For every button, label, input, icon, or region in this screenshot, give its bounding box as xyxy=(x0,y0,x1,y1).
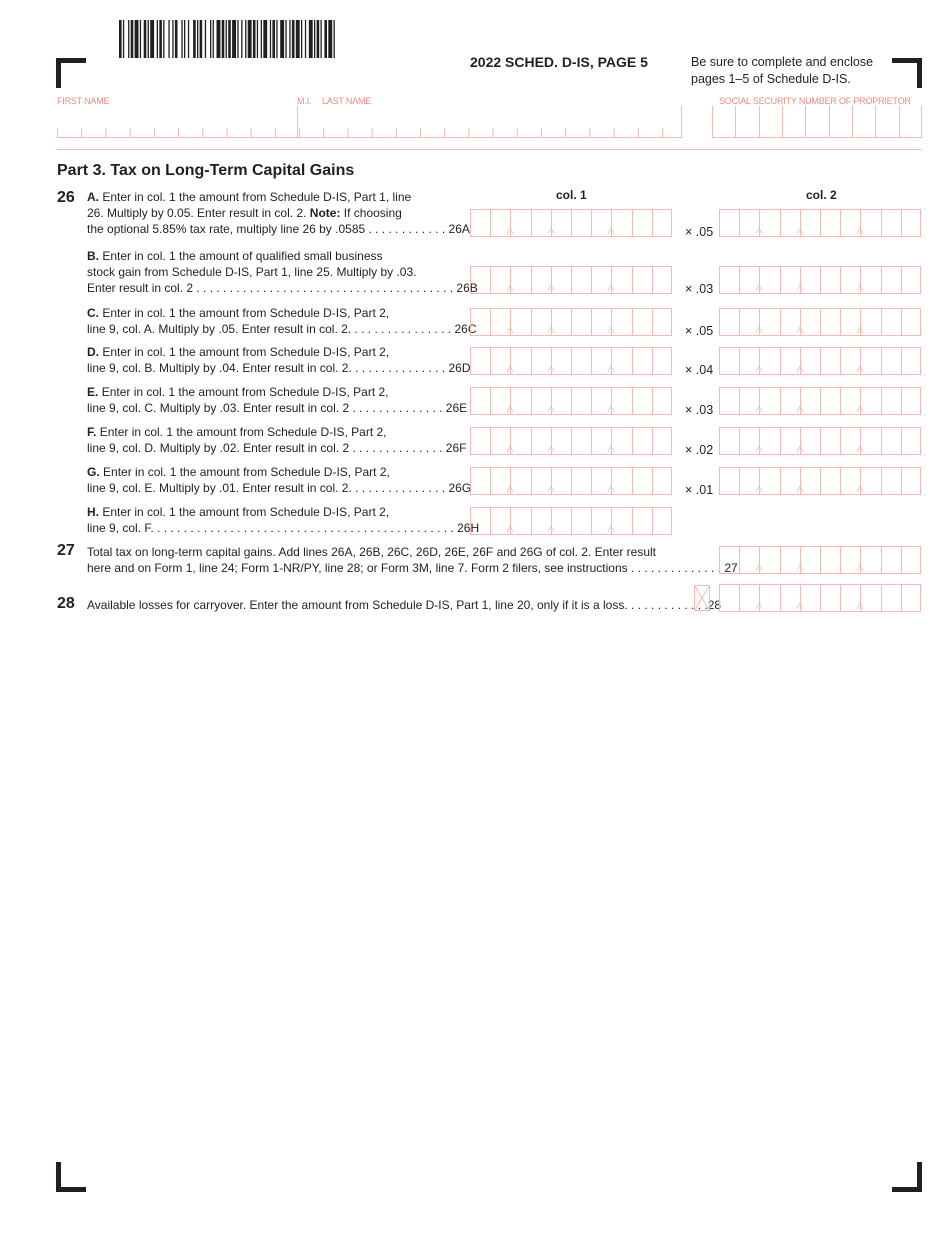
amount-26f-col1[interactable] xyxy=(470,427,672,455)
corner-mark-top-left xyxy=(56,58,86,88)
line-26g-text xyxy=(87,464,471,496)
line-26g-line-1: Enter in col. 1 the amount from Schedule D-IS, Part 2, xyxy=(103,465,390,479)
amount-26d-col1[interactable] xyxy=(470,347,672,375)
amount-26a-col1[interactable] xyxy=(470,209,672,237)
line-26d-line-1: Enter in col. 1 the amount from Schedule D-IS, Part 2, xyxy=(102,345,390,359)
enclose-note xyxy=(691,54,891,88)
mi-label: M.I. xyxy=(297,96,312,106)
line-26h-line-1: Enter in col. 1 the amount from Schedule D-IS, Part 2, xyxy=(102,505,390,519)
line-26a-line-2: 26. Multiply by 0.05. Enter result in col. 2. xyxy=(87,206,310,220)
line-26b-line-2: stock gain from Schedule D-IS, Part 1, line 25. Multiply by .03. xyxy=(87,265,417,279)
line-26e-line-1: Enter in col. 1 the amount from Schedule D-IS, Part 2, xyxy=(101,385,389,399)
line-28-text: Available losses for carryover. Enter the amount from Schedule D-IS, Part 1, line 20, only if it is a loss. . . . . . . . . . . . .28 xyxy=(87,598,722,612)
part-title: Part 3. Tax on Long-Term Capital Gains xyxy=(57,162,355,179)
amount-26h-col1[interactable] xyxy=(470,507,672,535)
corner-mark-bottom-right xyxy=(892,1162,922,1192)
line-26a-multiplier: × .05 xyxy=(685,225,714,239)
line-26-number: 26 xyxy=(57,189,75,206)
barcode xyxy=(119,20,415,58)
amount-26g-col1[interactable] xyxy=(470,467,672,495)
line-26e-letter: E. xyxy=(87,385,99,399)
line-27-line-1: Total tax on long-term capital gains. Add lines 26A, 26B, 26C, 26D, 26E, 26F and 26G of col. 2. Enter result xyxy=(87,545,656,559)
line-26d-text xyxy=(87,344,470,376)
line-26c-letter: C. xyxy=(87,306,99,320)
corner-mark-bottom-left xyxy=(56,1162,86,1192)
line-27-number: 27 xyxy=(57,542,75,559)
line-26c-line-2: line 9, col. A. Multiply by .05. Enter result in col. 2. . . . . . . . . . . . . . . . 26C xyxy=(87,322,477,336)
name-field[interactable] xyxy=(57,106,682,138)
line-26h-letter: H. xyxy=(87,505,99,519)
amount-26c-col2[interactable] xyxy=(719,308,921,336)
line-26g-line-2: line 9, col. E. Multiply by .01. Enter result in col. 2. . . . . . . . . . . . . . . 26G xyxy=(87,481,472,495)
line-26a-line-1: Enter in col. 1 the amount from Schedule D-IS, Part 1, line xyxy=(102,190,412,204)
line-26g-letter: G. xyxy=(87,465,100,479)
line-26f-line-1: Enter in col. 1 the amount from Schedule D-IS, Part 2, xyxy=(99,425,387,439)
amount-26f-col2[interactable] xyxy=(719,427,921,455)
line-26e-multiplier: × .03 xyxy=(685,403,714,417)
line-26a-line-3: the optional 5.85% tax rate, multiply line 26 by .0585 . . . . . . . . . . . . 26A xyxy=(87,222,470,236)
line-26f-text xyxy=(87,424,466,456)
amount-26e-col2[interactable] xyxy=(719,387,921,415)
ssn-field[interactable] xyxy=(712,106,922,138)
col1-header: col. 1 xyxy=(556,188,587,202)
line-26c-line-1: Enter in col. 1 the amount from Schedule D-IS, Part 2, xyxy=(102,306,390,320)
line-26d-multiplier: × .04 xyxy=(685,363,714,377)
line-26a-line-2-end: If choosing xyxy=(340,206,402,220)
amount-26b-col2[interactable] xyxy=(719,266,921,294)
line-27-line-2: here and on Form 1, line 24; Form 1-NR/PY, line 28; or Form 3M, line 7. Form 2 filers, see instructions . . . . . . . . . . . . . . 27 xyxy=(87,561,738,575)
col2-header: col. 2 xyxy=(806,188,837,202)
header-divider xyxy=(57,149,921,150)
line-26a-note: Note: xyxy=(309,206,341,220)
line-28-number: 28 xyxy=(57,595,75,612)
line-26c-multiplier: × .05 xyxy=(685,324,714,338)
line-26e-line-2: line 9, col. C. Multiply by .03. Enter result in col. 2 . . . . . . . . . . . . . . 26E xyxy=(87,401,468,415)
enclose-note-line-1: Be sure to complete and enclose xyxy=(691,55,874,69)
line-26c-text xyxy=(87,305,477,337)
line-26d-line-2: line 9, col. B. Multiply by .04. Enter result in col. 2. . . . . . . . . . . . . . . 26D xyxy=(87,361,471,375)
ssn-label: SOCIAL SECURITY NUMBER OF PROPRIETOR xyxy=(719,96,911,106)
line-26f-letter: F. xyxy=(87,425,97,439)
amount-28-col2[interactable] xyxy=(719,584,921,612)
amount-26a-col2[interactable] xyxy=(719,209,921,237)
enclose-note-line-2: pages 1–5 of Schedule D-IS. xyxy=(691,72,851,86)
amount-26c-col1[interactable] xyxy=(470,308,672,336)
line-26e-text xyxy=(87,384,467,416)
form-title: 2022 SCHED. D-IS, PAGE 5 xyxy=(470,54,648,70)
amount-26e-col1[interactable] xyxy=(470,387,672,415)
amount-26g-col2[interactable] xyxy=(719,467,921,495)
line-26f-multiplier: × .02 xyxy=(685,443,714,457)
line-26g-multiplier: × .01 xyxy=(685,483,714,497)
line-26f-line-2: line 9, col. D. Multiply by .02. Enter result in col. 2 . . . . . . . . . . . . . . 26F xyxy=(87,441,467,455)
amount-26b-col1[interactable] xyxy=(470,266,672,294)
line-26h-line-2: line 9, col. F. . . . . . . . . . . . . . . . . . . . . . . . . . . . . . . . . . . . . . . . . . . . . . 26H xyxy=(87,521,480,535)
line-27-text xyxy=(87,544,738,576)
loss-indicator-box xyxy=(694,585,710,611)
last-name-label: LAST NAME xyxy=(322,96,372,106)
first-name-label: FIRST NAME xyxy=(57,96,110,106)
amount-27-col2[interactable] xyxy=(719,546,921,574)
amount-26d-col2[interactable] xyxy=(719,347,921,375)
line-26b-text xyxy=(87,248,478,296)
line-26a-text xyxy=(87,189,470,237)
corner-mark-top-right xyxy=(892,58,922,88)
line-26a-letter: A. xyxy=(87,190,99,204)
line-26h-text xyxy=(87,504,479,536)
line-26b-line-3: Enter result in col. 2 . . . . . . . . . . . . . . . . . . . . . . . . . . . . . . . . . . . . . . . 26B xyxy=(87,281,478,295)
line-26d-letter: D. xyxy=(87,345,99,359)
line-26b-line-1: Enter in col. 1 the amount of qualified small business xyxy=(102,249,383,263)
line-26b-multiplier: × .03 xyxy=(685,282,714,296)
line-26b-letter: B. xyxy=(87,249,99,263)
